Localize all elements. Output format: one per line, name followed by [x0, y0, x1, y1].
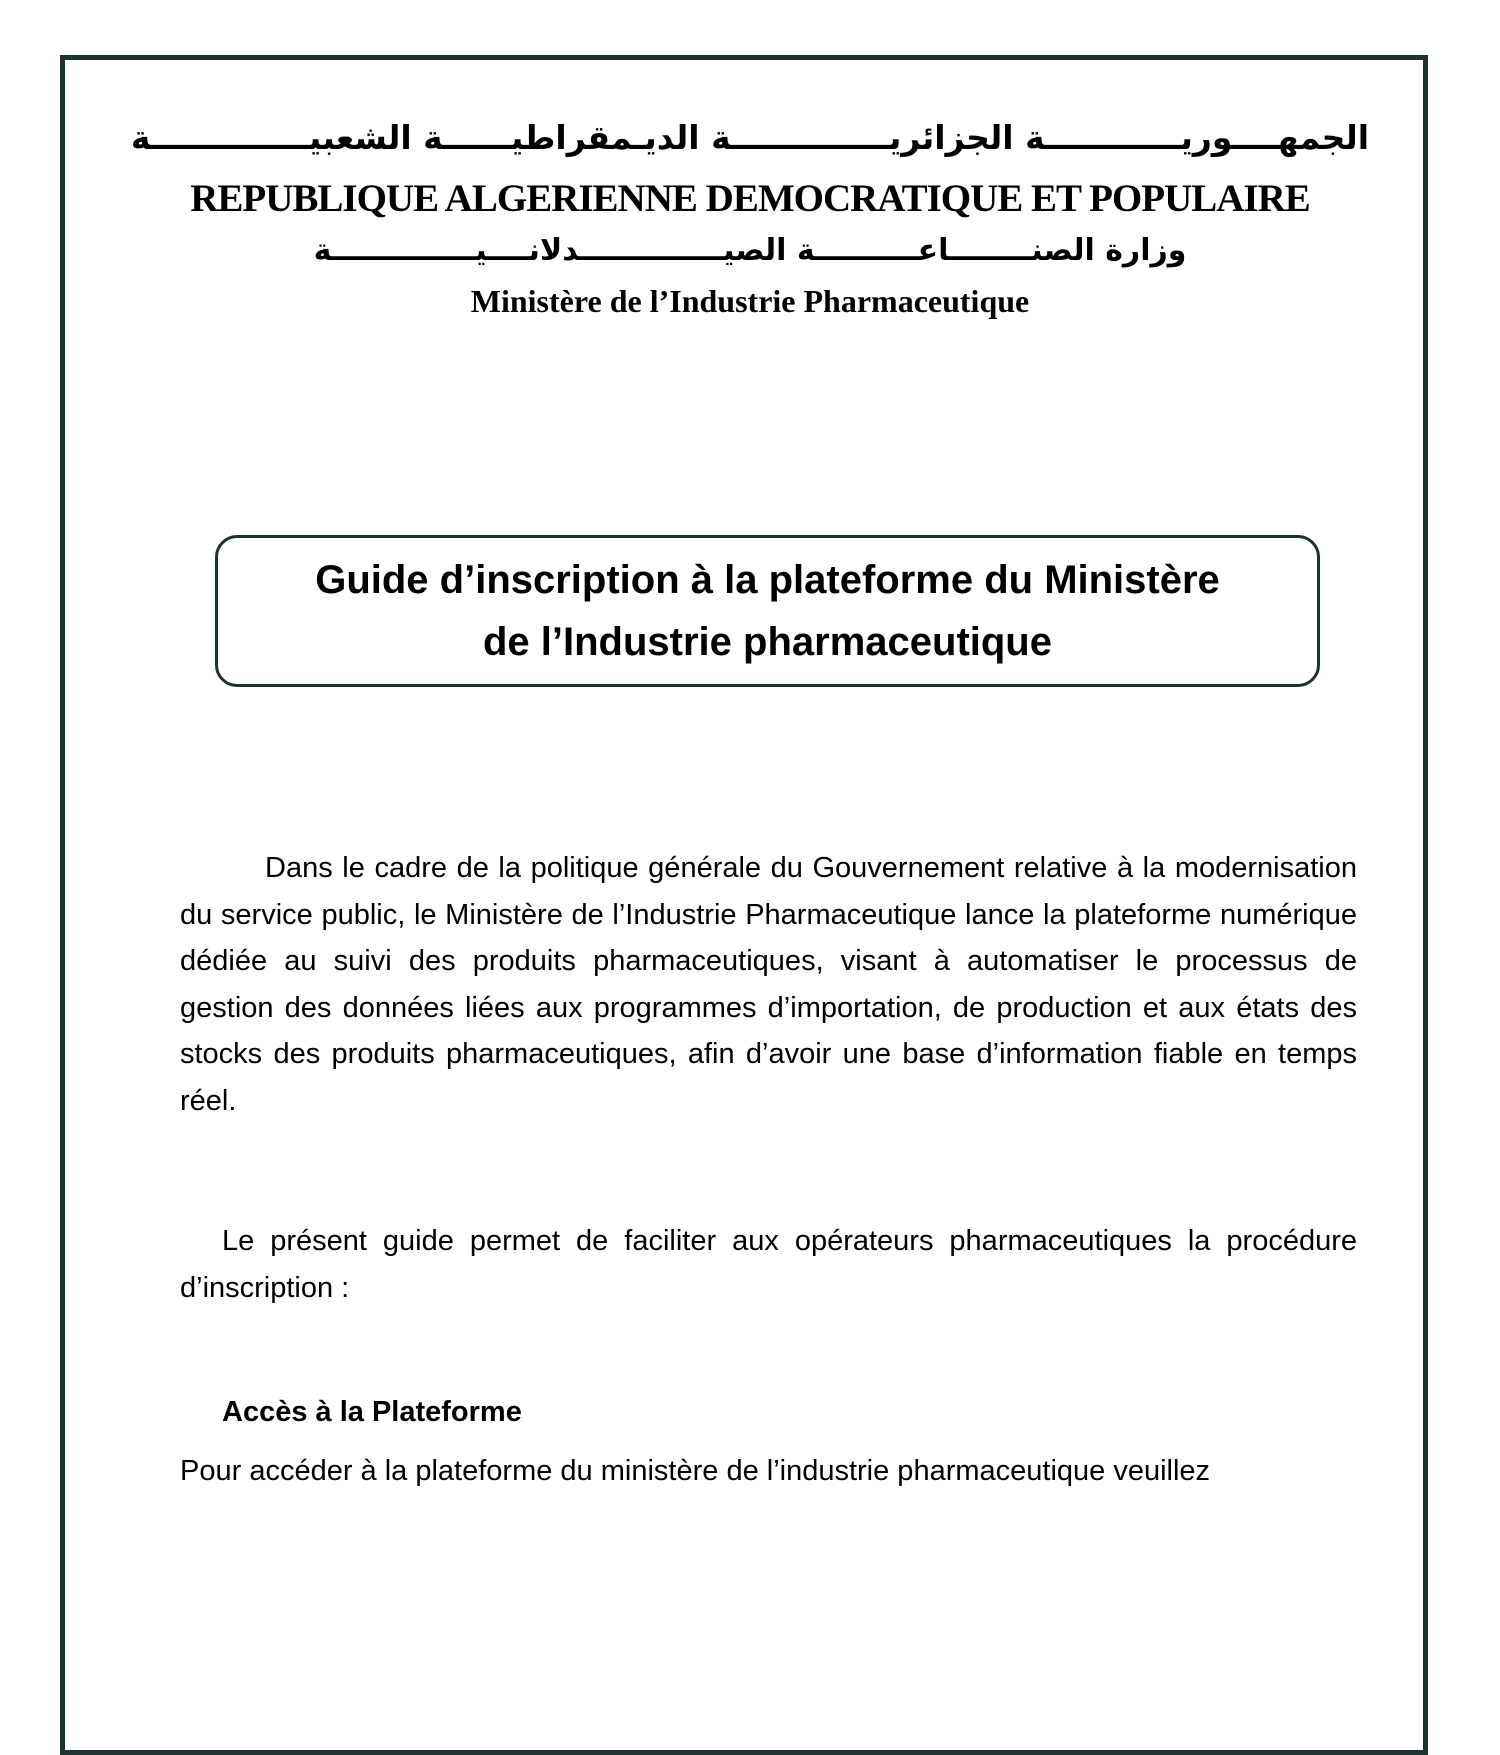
intro-paragraph: Dans le cadre de la politique générale du Gouvernement relative à la modernisation du service public, le Ministère de l’Industrie Pharmaceutique lance la plateforme numérique dédiée au suivi des produits pharmaceutiques, visant à automatiser le processus de gestion des données liées aux programmes d’importation, de production et aux états des stocks des produits pharmaceutiques, afin d’avoir une base d’information fiable en temps réel. — [180, 852, 1357, 1117]
header-ministry-line: Ministère de l’Industrie Pharmaceutique — [470, 283, 1030, 319]
header-arabic-ministry-line: وزارة الصنــــــــاعــــــــــة الصيــــــــــــــدلانــــيــــــــــــــة — [313, 233, 1187, 268]
document-title-line-2: de l’Industrie pharmaceutique — [482, 620, 1052, 664]
header-arabic-republic-line: الجمهــــوريــــــــــــة الجزائريــــــــــــــة الديـمقراطيــــــة الشعبيــــــــــــــة — [130, 118, 1370, 157]
access-section-heading: Accès à la Plateforme — [222, 1396, 522, 1428]
header-republic-line: REPUBLIQUE ALGERIENNE DEMOCRATIQUE ET POPULAIRE — [190, 177, 1310, 220]
document-title-line-1: Guide d’inscription à la plateforme du Ministère — [315, 558, 1220, 602]
document-title-box — [215, 535, 1320, 687]
guide-paragraph: Le présent guide permet de faciliter aux opérateurs pharmaceutiques la procédure d’inscription : — [180, 1225, 1357, 1304]
access-paragraph-first-line: Pour accéder à la plateforme du ministère de l’industrie pharmaceutique veuillez — [180, 1455, 1211, 1487]
